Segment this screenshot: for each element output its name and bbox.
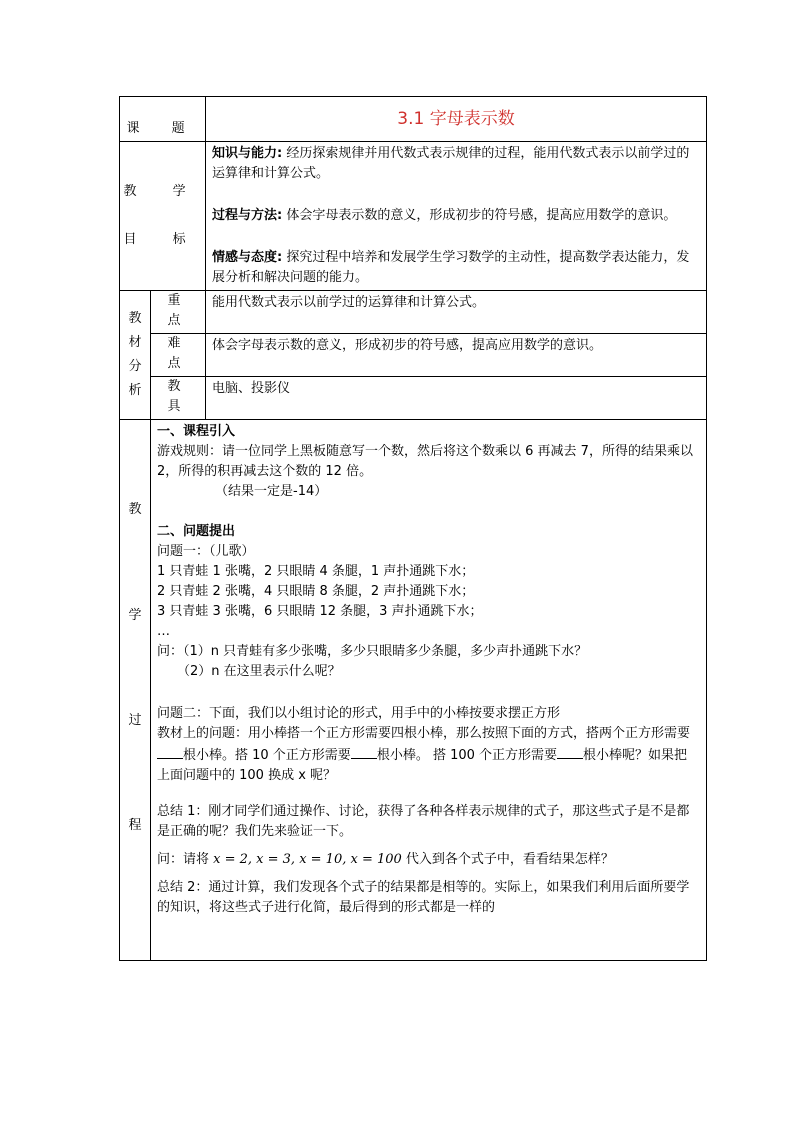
analysis-label-char: 材: [128, 335, 142, 350]
goals-label-line1: 教 学: [123, 184, 202, 199]
key-point-text: 能用代数式表示以前学过的运算律和计算公式。: [206, 291, 707, 334]
question2-part-b: 根小棒。搭 10 个正方形需要: [183, 748, 351, 763]
analysis-label: [120, 291, 151, 420]
question2-part-d: 根小棒呢？如果把上面问题中的 100 换成 x 呢？: [157, 748, 688, 783]
goals-content: [206, 142, 707, 291]
process-row: [120, 420, 707, 961]
goals-label-line2: 目 标: [123, 232, 202, 247]
section1-result: （结果一定是-14）: [215, 484, 328, 499]
goal-knowledge: [212, 144, 700, 184]
question1-ask2: （2）n 在这里表示什么呢？: [177, 664, 341, 679]
question1-title: 问题一：（儿歌）: [157, 544, 255, 559]
key-point-label: 重 点: [151, 291, 206, 334]
answer-blank: [557, 744, 583, 759]
lesson-plan-table: [119, 96, 707, 961]
answer-blank: [351, 744, 377, 759]
tools-label: 教 具: [151, 377, 206, 420]
process-label-char: 教: [128, 502, 142, 517]
goal-emotion-head: 情感与态度:: [212, 250, 283, 265]
song-line: 2 只青蛙 2 张嘴，4 只眼睛 8 条腿，2 声扑通跳下水；: [157, 584, 475, 599]
question2-part-a: 教材上的问题：用小棒搭一个正方形需要四根小棒，那么按照下面的方式，搭两个正方形需要: [157, 726, 691, 741]
difficulty-text: 体会字母表示数的意义，形成初步的符号感，提高应用数学的意识。: [206, 334, 707, 377]
process-label: [120, 420, 151, 961]
section1-title: 一、课程引入: [157, 424, 236, 439]
analysis-row-difficulty: [120, 334, 707, 377]
summary1: 总结 1：刚才同学们通过操作、讨论，获得了各种各样表示规律的式子，那这些式子是不是都是正确的呢？我们先来验证一下。: [157, 804, 690, 839]
answer-blank: [157, 744, 183, 759]
question2-title: 问题二：下面，我们以小组讨论的形式，用手中的小棒按要求摆正方形: [157, 706, 561, 721]
difficulty-label: 难 点: [151, 334, 206, 377]
song-line: 1 只青蛙 1 张嘴，2 只眼睛 4 条腿，1 声扑通跳下水；: [157, 564, 475, 579]
goal-knowledge-text: 经历探索规律并用代数式表示规律的过程，能用代数式表示以前学过的运算律和计算公式。: [212, 146, 690, 181]
summary2: 总结 2：通过计算，我们发现各个式子的结果都是相等的。实际上，如果我们利用后面所要学的知识，将这些式子进行化简，最后得到的形式都是一样的: [157, 880, 690, 915]
question1-ask1: 问：（1）n 只青蛙有多少张嘴，多少只眼睛多少条腿，多少声扑通跳下水？: [157, 644, 588, 659]
goals-label: [120, 142, 206, 291]
analysis-row-key-point: [120, 291, 707, 334]
analysis-row-tools: [120, 377, 707, 420]
process-label-char: 过: [128, 713, 142, 728]
goal-process-text: 体会字母表示数的意义，形成初步的符号感，提高应用数学的意识。: [282, 208, 677, 223]
goals-row: [120, 142, 707, 291]
analysis-label-char: 教: [128, 311, 142, 326]
goal-knowledge-head: 知识与能力:: [212, 146, 283, 161]
goal-emotion: [212, 248, 700, 288]
lesson-title: 3.1 字母表示数: [206, 97, 707, 142]
goal-process-head: 过程与方法:: [212, 208, 283, 223]
topic-label: 课 题: [120, 97, 206, 142]
analysis-label-char: 分: [128, 359, 142, 374]
question3-post: 代入到各个式子中，看看结果怎样？: [401, 852, 614, 867]
question3: [157, 850, 700, 870]
process-label-char: 学: [128, 608, 142, 623]
question3-math: x = 2, x = 3, x = 10, x = 100: [213, 852, 402, 867]
tools-text: 电脑、投影仪: [206, 377, 707, 420]
section2-title: 二、问题提出: [157, 524, 236, 539]
question3-pre: 问：请将: [157, 852, 214, 867]
analysis-label-char: 析: [128, 383, 142, 398]
section1-rule: 游戏规则：请一位同学上黑板随意写一个数，然后将这个数乘以 6 再减去 7，所得的结果乘以 2，所得的积再减去这个数的 12 倍。: [157, 444, 693, 479]
song-line: …: [157, 624, 170, 639]
question2-text: [157, 724, 700, 786]
goal-emotion-text: 探究过程中培养和发展学生学习数学的主动性，提高数学表达能力，发展分析和解决问题的能力。: [212, 250, 690, 285]
topic-row: [120, 97, 707, 142]
process-label-char: 程: [128, 818, 142, 833]
process-content: [151, 420, 707, 961]
song-line: 3 只青蛙 3 张嘴，6 只眼睛 12 条腿，3 声扑通跳下水；: [157, 604, 483, 619]
goal-process: [212, 206, 700, 226]
question2-part-c: 根小棒。 搭 100 个正方形需要: [376, 748, 558, 763]
